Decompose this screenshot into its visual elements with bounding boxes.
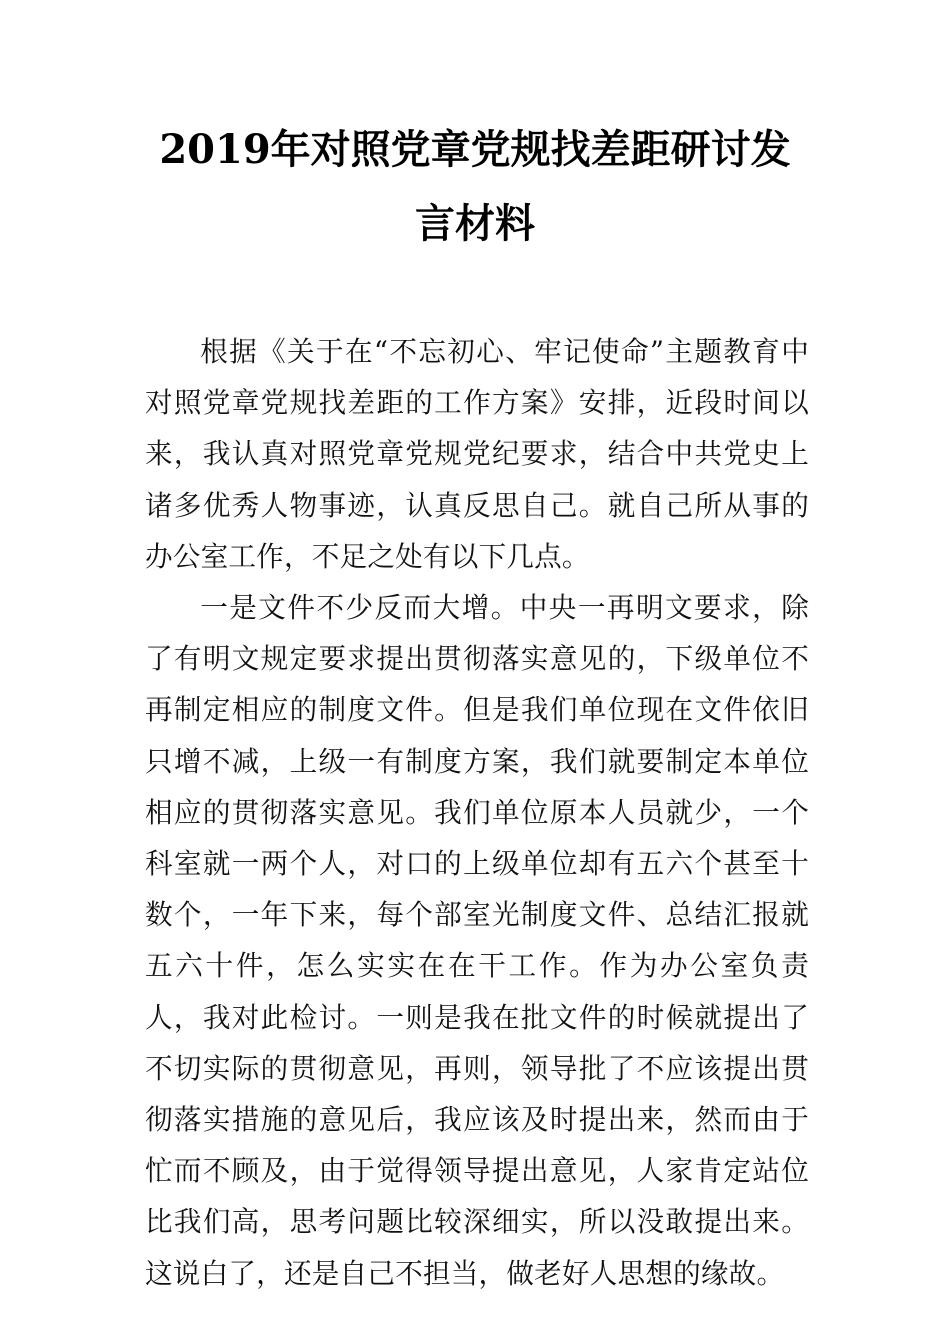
paragraph-point-one: 一是文件不少反而大增。中央一再明文要求，除了有明文规定要求提出贯彻落实意见的，下级单位不再制定相应的制度文件。但是我们单位现在文件依旧只增不减，上级一有制度方案，我们就要制定本单位相应的贯彻落实意见。我们单位原本人员就少，一个科室就一两个人，对口的上级单位却有五六个甚至十数个，一年下来，每个部室光制度文件、总结汇报就五六十件，怎么实实在在干工作。作为办公室负责人，我对此检讨。一则是我在批文件的时候就提出了不切实际的贯彻意见，再则，领导批了不应该提出贯彻落实措施的意见后，我应该及时提出来，然而由于忙而不顾及，由于觉得领导提出意见，人家肯定站位比我们高，思考问题比较深细实，所以没敢提出来。这说白了，还是自己不担当，做老好人思想的缘故。 xyxy=(145,591,809,1290)
document-title-line-1: 2019年对照党章党规找差距研讨发 xyxy=(159,126,791,173)
document-title-line-2: 言材料 xyxy=(415,200,535,247)
document-body xyxy=(145,326,809,1299)
paragraph-intro: 根据《关于在“不忘初心、牢记使命”主题教育中对照党章党规找差距的工作方案》安排，近段时间以来，我认真对照党章党规党纪要求，结合中共党史上诸多优秀人物事迹，认真反思自己。就自己所从事的办公室工作，不足之处有以下几点。 xyxy=(145,335,809,573)
